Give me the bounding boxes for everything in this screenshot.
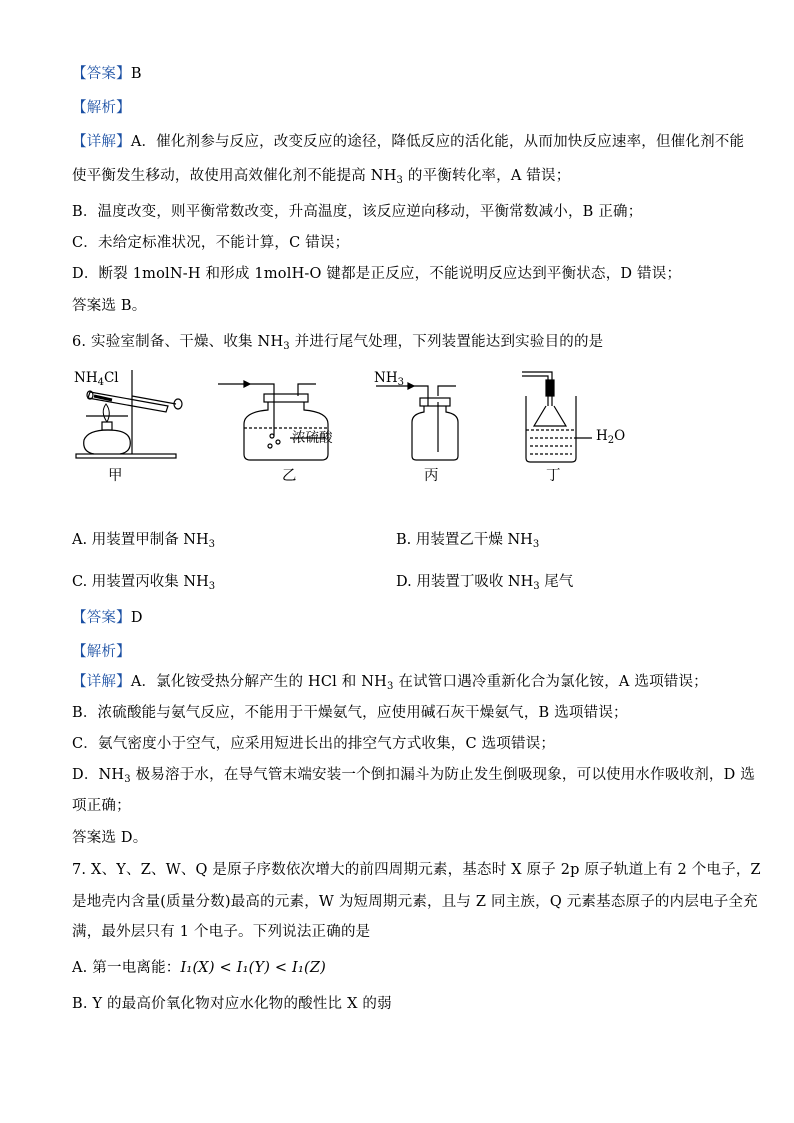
q7-stem-line-2: 是地壳内含量(质量分数)最高的元素，W 为短周期元素，且与 Z 同主族，Q 元素基态原子的内层电子全充 xyxy=(72,894,758,910)
answer-value: D xyxy=(130,610,143,626)
q5-answer-line xyxy=(72,64,142,84)
reagent-jia-label: $NH_4Cl$ xyxy=(74,370,119,388)
q6-conclusion: 答案选 D。 xyxy=(72,830,148,846)
detail-tag: 【详解】 xyxy=(72,134,131,150)
q6-option-c: C. 用装置丙收集 $NH_3$ xyxy=(72,574,216,592)
q5-conclusion: 答案选 B。 xyxy=(72,298,147,314)
q7-stem-line-1: 7. X、Y、Z、W、Q 是原子序数依次增大的前四周期元素，基态时 X 原子 2p 原子轨道上有 2 个电子，Z xyxy=(72,862,761,878)
reagent-yi-label: 浓硫酸 xyxy=(292,430,333,446)
q6-stem: 6. 实验室制备、干燥、收集 $NH_3$ 并进行尾气处理，下列装置能达到实验目的的是 xyxy=(72,334,604,352)
label-ding: 丁 xyxy=(546,468,561,484)
label-jia: 甲 xyxy=(108,468,123,484)
q6-analysis-tag: 【解析】 xyxy=(72,644,131,660)
q6-answer-line xyxy=(72,608,143,628)
q5-detail-line-3: B．温度改变，则平衡常数改变，升高温度，该反应逆向移动，平衡常数减小，B 正确； xyxy=(72,204,643,220)
q7-option-b: B. Y 的最高价氧化物对应水化物的酸性比 X 的弱 xyxy=(72,996,392,1012)
apparatus-ding-drawing xyxy=(516,366,636,464)
q6-detail-line-1: 【详解】A．氯化铵受热分解产生的 HCl 和 $NH_3$ 在试管口遇冷重新化合为氯化铵，A 选项错误； xyxy=(72,674,708,692)
q5-detail-line-1: 【详解】A．催化剂参与反应，改变反应的途径，降低反应的活化能，从而加快反应速率，但催化剂不能 xyxy=(72,134,745,150)
q6-option-d: D. 用装置丁吸收 $NH_3$ 尾气 xyxy=(396,574,574,592)
q6-option-a: A. 用装置甲制备 $NH_3$ xyxy=(72,532,216,550)
apparatus-yi xyxy=(214,366,344,484)
q7-option-a: A. 第一电离能：I₁(X) < I₁(Y) < I₁(Z) xyxy=(72,960,326,976)
label-bing: 丙 xyxy=(424,468,439,484)
apparatus-jia xyxy=(72,366,192,484)
q6-detail-line-2: B．浓硫酸能与氨气反应，不能用于干燥氨气，应使用碱石灰干燥氨气，B 选项错误； xyxy=(72,705,628,721)
gas-bing-label: $NH_3$ xyxy=(374,370,404,388)
apparatus-bing xyxy=(372,366,472,484)
q5-detail-line-2: 使平衡发生移动，故使用高效催化剂不能提高 $NH_3$ 的平衡转化率，A 错误； xyxy=(72,168,571,186)
q5-detail-line-4: C．未给定标准状况，不能计算，C 错误； xyxy=(72,235,350,251)
q5-detail-line-5: D．断裂 1molN-H 和形成 1molH-O 键都是正反应，不能说明反应达到平衡状态，D 错误； xyxy=(72,266,682,282)
ionization-energy-inequality: I₁(X) < I₁(Y) < I₁(Z) xyxy=(180,960,326,976)
answer-value: B xyxy=(130,66,142,82)
label-yi: 乙 xyxy=(282,468,297,484)
apparatus-yi-drawing xyxy=(214,366,344,464)
q6-detail-line-5: 项正确； xyxy=(72,798,131,814)
q6-detail-line-3: C．氨气密度小于空气，应采用短进长出的排空气方式收集，C 选项错误； xyxy=(72,736,556,752)
answer-tag: 【答案】 xyxy=(72,610,131,626)
q7-stem-line-3: 满，最外层只有 1 个电子。下列说法正确的是 xyxy=(72,924,371,940)
detail-tag: 【详解】 xyxy=(72,674,131,690)
q5-analysis-tag: 【解析】 xyxy=(72,100,131,116)
q6-detail-line-4: D．$NH_3$ 极易溶于水，在导气管末端安装一个倒扣漏斗为防止发生倒吸现象，可以使用水作吸收剂，D 选 xyxy=(72,767,755,785)
answer-tag: 【答案】 xyxy=(72,66,131,82)
water-ding-label: $H_2O$ xyxy=(596,428,626,446)
apparatus-ding xyxy=(516,366,636,484)
q6-option-b: B. 用装置乙干燥 $NH_3$ xyxy=(396,532,540,550)
